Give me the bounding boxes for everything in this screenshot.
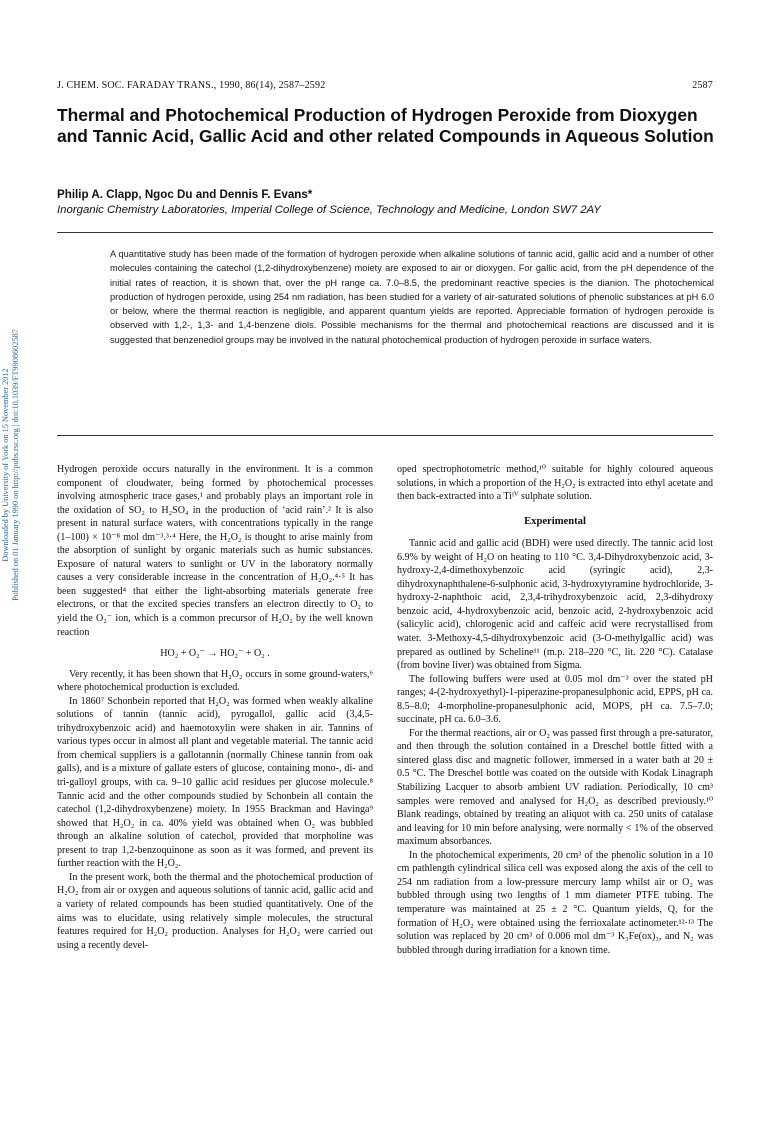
intro-paragraph-continued: oped spectrophotometric method,¹⁰ suitable for highly coloured aqueous solutions, in which a proportion of the H₂O₂ is extracted into ethyl acetate and then back-extracted into a Tiᴵⱽ sulphate solution. <box>397 464 713 503</box>
top-divider <box>57 232 713 233</box>
article-title: Thermal and Photochemical Production of Hydrogen Peroxide from Dioxygen and Tannic Acid, Gallic Acid and other related Compounds in Aqueous Solution <box>57 105 714 146</box>
affiliation: Inorganic Chemistry Laboratories, Imperial College of Science, Technology and Medicine, London SW7 2AY <box>57 204 601 216</box>
download-notice-line-1: Downloaded by University of York on 15 November 2012 <box>1 368 11 562</box>
abstract-divider <box>57 435 713 436</box>
experimental-paragraph-1: Tannic acid and gallic acid (BDH) were used directly. The tannic acid lost 6.9% by weight of H₂O on heating to 110 °C. 3,4-Dihydroxybenzoic acid, 3-hydroxy-2,4-dimethoxybenzoic acid (syringic acid), 2,3-dihydroxynaphthalene-6-sulphonic acid, 3-hydroxytyramine hydrochloride, 3-hydroxy-2-naphthoic acid, 2,3,4-trihydroxybenzoic acid, 2,3-dihydroxy benzoic acid, 4-hydroxybenzoic acid, benzoic acid, 2-hydroxybenzoic acid (salicylic acid), chlorogenic acid and caffeic acid were recrystallised from water. 3-Methoxy-4,5-dihydroxybenzoic acid (3-O-methylgallic acid) was prepared as outlined by Scheline¹¹ (m.p. 218–220 °C, lit. 220 °C). Catalase (from bovine liver) was obtained from Sigma. <box>397 538 713 672</box>
intro-paragraph-2: Very recently, it has been shown that H₂O₂ occurs in some ground-waters,⁶ where photochemical production is excluded. <box>57 668 373 694</box>
page-number: 2587 <box>692 80 713 91</box>
reaction-equation: HO₂ + O₂⁻ → HO₂⁻ + O₂ . <box>160 648 270 660</box>
author-list: Philip A. Clapp, Ngoc Du and Dennis F. Evans* <box>57 188 313 201</box>
left-column <box>57 463 373 952</box>
download-notice-line-2: Published on 01 January 1990 on http://pubs.rsc.org | doi:10.1039/FT9908602587 <box>11 329 21 601</box>
section-heading-experimental: Experimental <box>524 515 586 527</box>
abstract: A quantitative study has been made of the formation of hydrogen peroxide when alkaline solutions of tannic acid, gallic acid and a number of other molecules containing the catechol (1,2-dihydroxybenzene) moiety are exposed to air or dioxygen. For gallic acid, from the pH dependence of the initial rates of reaction, it is shown that, over the pH range ca. 7.0–8.5, the predominant reactive species is the dianion. The photochemical production of hydrogen peroxide, using 254 nm radiation, has been studied for a variety of air-saturated solutions of phenolic substances at pH 6.0 or below, where the thermal reaction is negligible, and apparent quantum yields are reported. Appreciable formation of hydrogen peroxide is observed with 1,2-, 1,3- and 1,4-benzene diols. Possible mechanisms for the thermal and photochemical reactions are discussed and it is suggested that benzenediol groups may be involved in the natural photochemical production of hydrogen peroxide in surface waters. <box>110 249 714 345</box>
journal-citation: J. CHEM. SOC. FARADAY TRANS., 1990, 86(14), 2587–2592 <box>57 80 326 91</box>
intro-paragraph-4: In the present work, both the thermal and the photochemical production of H₂O₂ from air or oxygen and aqueous solutions of tannic acid, gallic acid and a variety of related compounds has been studied quantitatively. One of the aims was to elucidate, using relatively simple molecules, the structural features required for H₂O₂ production. Analyses for H₂O₂ were carried out using a recently devel- <box>57 871 373 951</box>
intro-paragraph-3: In 1860⁷ Schonbein reported that H₂O₂ was formed when weakly alkaline solutions of tannin (tannic acid), pyrogallol, gallic acid (3,4,5-trihydroxybenzoic acid) and haemotoxylin were shaken in air. Tannins of various types occur in almost all plant and vegetable material. The tannic acid from chemical suppliers is a gallotannin (normally Chinese tannin from oak galls), and is a mixture of gallate esters of glucose, containing mono-, di- and tri-galloyl groups, with ca. 9–10 gallic acid residues per glucose molecule.⁸ Tannic acid and the other compounds studied by Schonbein all contain the catechol (1,2-dihydroxybenzene) moiety. In 1955 Brackman and Havinga⁹ showed that H₂O₂ in ca. 40% yield was obtained when O₂ was bubbled through an alkaline solution of catechol, provided that morpholine was present to trap 1,2-benzoquinone as soon as it was formed, and prevent its further reaction with the H₂O₂. <box>57 695 373 870</box>
experimental-paragraph-3: For the thermal reactions, air or O₂ was passed first through a pre-saturator, and then through the solution contained in a Dreschel bottle fitted with a sintered glass disc and magnetic follower, immersed in a water bath at 20 ± 0.5 °C. The Dreschel bottle was coated on the outside with Kodak Linagraph Stabilizing Lacquer to absorb ambient UV radiation. Periodically, 10 cm³ samples were removed and analysed for H₂O₂ as described previously.¹⁰ Blank readings, obtained by treating an aliquot with ca. 250 units of catalase and leaving for 10 min before analysing, were normally < 1% of the observed maximum absorbances. <box>397 727 713 848</box>
download-notice <box>2 300 20 630</box>
experimental-paragraph-4: In the photochemical experiments, 20 cm³ of the phenolic solution in a 10 cm pathlength cylindrical silica cell was exposed along the axis of the cell to 254 nm radiation from a low-pressure mercury lamp whilst air or O₂ was bubbled through using two lengths of 1 mm diameter PTFE tubing. The temperature was maintained at 25 ± 2 °C. Quantum yields, Q, for the formation of H₂O₂ were obtained using the ferrioxalate actinometer.¹²·¹³ The solution was replaced by 20 cm³ of 0.006 mol dm⁻³ K₃Fe(ox)₃, and N₂ was bubbled through during irradiation for a known time. <box>397 849 713 956</box>
experimental-paragraph-2: The following buffers were used at 0.05 mol dm⁻³ over the stated pH ranges; 4-(2-hydroxyethyl)-1-piperazine-propanesulphonic acid, EPPS, pH ca. 8.5–8.0; 4-morpholine-propanesulphonic acid, MOPS, pH ca. 7.5–7.0; succinate, pH ca. 6.0–3.6. <box>397 673 713 726</box>
intro-paragraph-1: Hydrogen peroxide occurs naturally in the environment. It is a common component of cloudwater, being formed by photochemical processes involving atmospheric trace gases,¹ and probably plays an important role in the oxidation of SO₂ to H₂SO₄ in the production of ‘acid rain’.² It is also present in natural surface waters, with concentrations typically in the range (1–100) × 10⁻⁸ mol dm⁻³.³·⁴ Here, the H₂O₂ is thought to arise mainly from the absorption of sunlight by organic materials such as humic substances. Exposure of natural waters to sunlight or UV in the laboratory normally causes a very considerable increase in the concentration of H₂O₂.⁴·⁵ It has been suggested⁴ that either the light-absorbing materials generate free electrons, or that the excited species transfers an electron directly to O₂ to yield the O₂⁻ ion, which is a common precursor of H₂O₂ by the well known reaction <box>57 464 373 638</box>
right-column <box>397 463 713 957</box>
running-header <box>57 80 713 91</box>
